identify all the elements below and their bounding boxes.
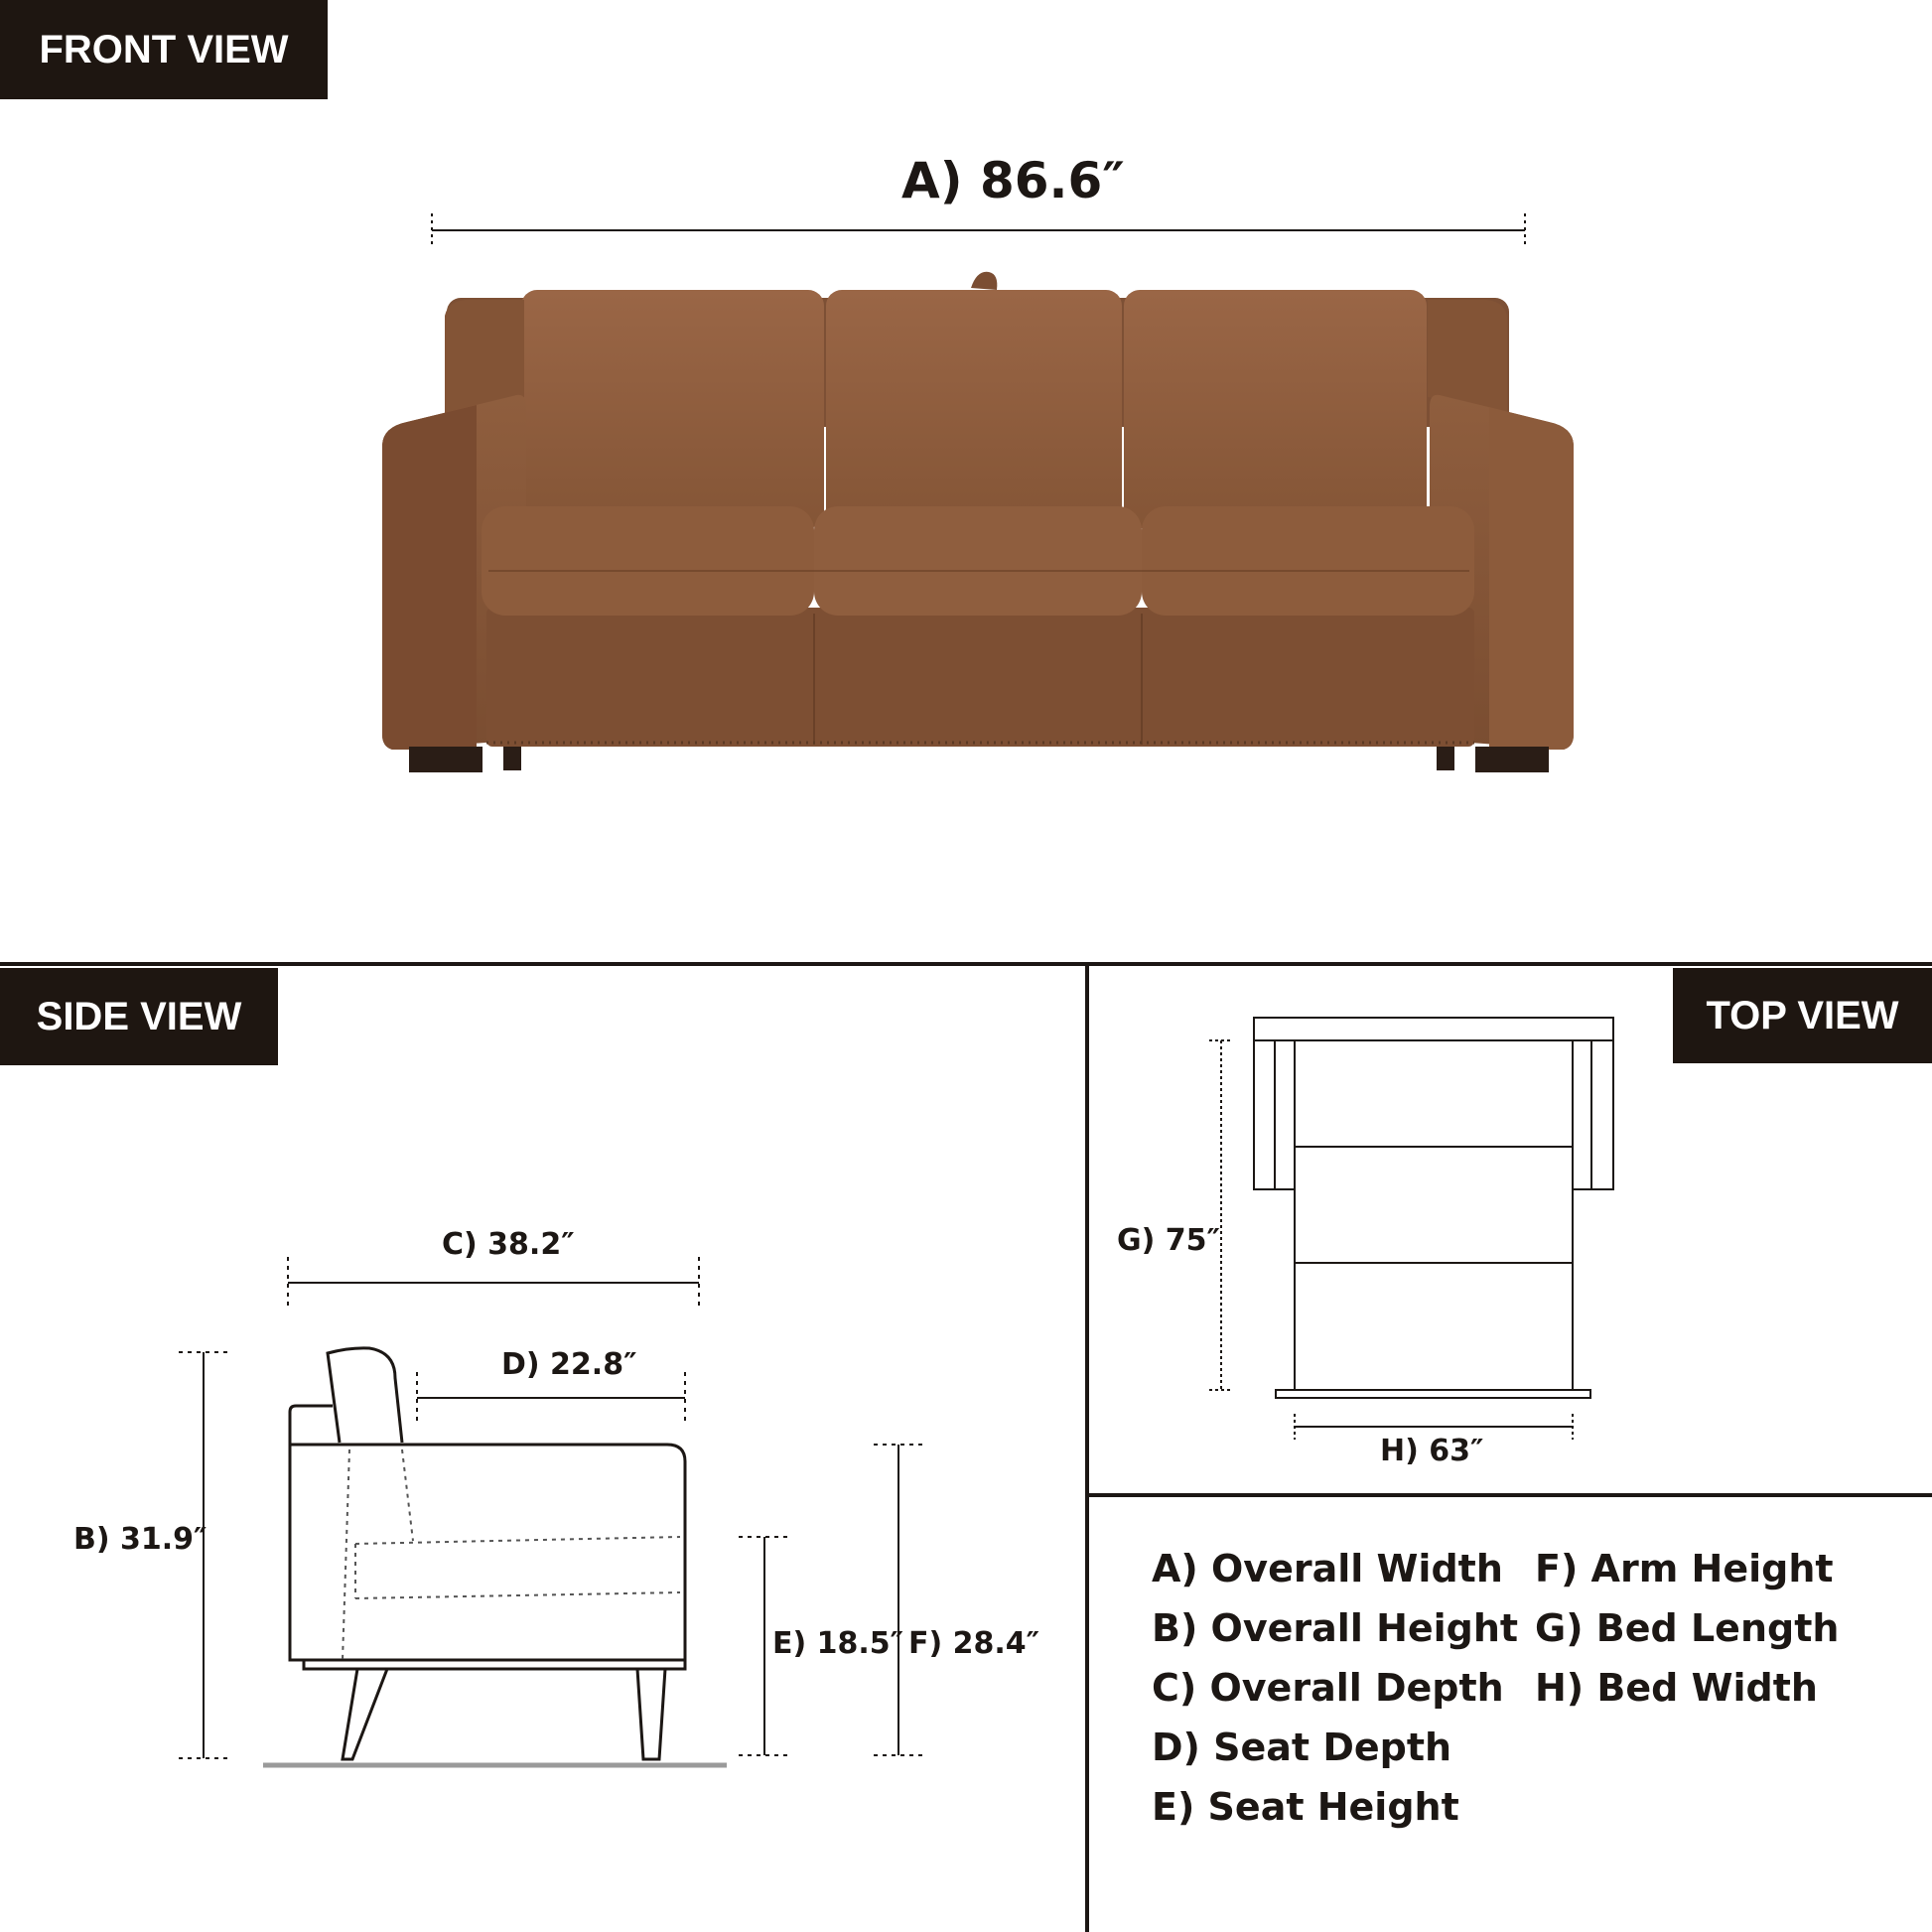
top-view-label: TOP VIEW (1706, 994, 1899, 1037)
dimension-label-d: D) 22.8″ (501, 1347, 637, 1382)
seat-cushion-left (482, 506, 814, 616)
sofa-base (486, 608, 1474, 747)
legend-item-d: D) Seat Depth (1152, 1725, 1452, 1769)
legend-item-a: A) Overall Width (1152, 1547, 1503, 1590)
seat-cushion-right (1142, 506, 1474, 616)
front-view-label: FRONT VIEW (39, 28, 289, 71)
legend-item-e: E) Seat Height (1152, 1785, 1459, 1829)
dimension-label-f: F) 28.4″ (908, 1626, 1040, 1661)
legend-item-b: B) Overall Height (1152, 1606, 1519, 1650)
sofa-front-image (382, 272, 1574, 772)
side-view-label: SIDE VIEW (36, 995, 242, 1038)
dimension-label-a: A) 86.6″ (901, 152, 1125, 209)
legend-item-f: F) Arm Height (1535, 1547, 1834, 1590)
dimension-label-e: E) 18.5″ (772, 1626, 904, 1661)
back-cushion-center (826, 290, 1122, 528)
legend-item-g: G) Bed Length (1535, 1606, 1840, 1650)
foot-right (1475, 747, 1549, 772)
width-dimension-line (432, 213, 1525, 248)
legend-column-right (1535, 1539, 1839, 1718)
back-cushion-left (521, 290, 824, 528)
dimension-label-g: G) 75″ (1117, 1223, 1220, 1258)
foot-left (409, 747, 483, 772)
legend-column-left (1152, 1539, 1518, 1837)
legend-item-c: C) Overall Depth (1152, 1666, 1504, 1710)
dimension-label-h: H) 63″ (1380, 1434, 1484, 1468)
dimension-label-c: C) 38.2″ (442, 1227, 575, 1262)
dimension-legend (1152, 1539, 1906, 1837)
sofa-side-drawing (263, 1348, 727, 1765)
legend-item-h: H) Bed Width (1535, 1666, 1818, 1710)
seat-cushion-center (814, 506, 1142, 616)
back-cushion-right (1124, 290, 1427, 528)
dimension-label-b: B) 31.9″ (73, 1522, 207, 1557)
sofa-top-drawing (1254, 1018, 1613, 1398)
top-dimension-lines (1209, 1040, 1573, 1440)
